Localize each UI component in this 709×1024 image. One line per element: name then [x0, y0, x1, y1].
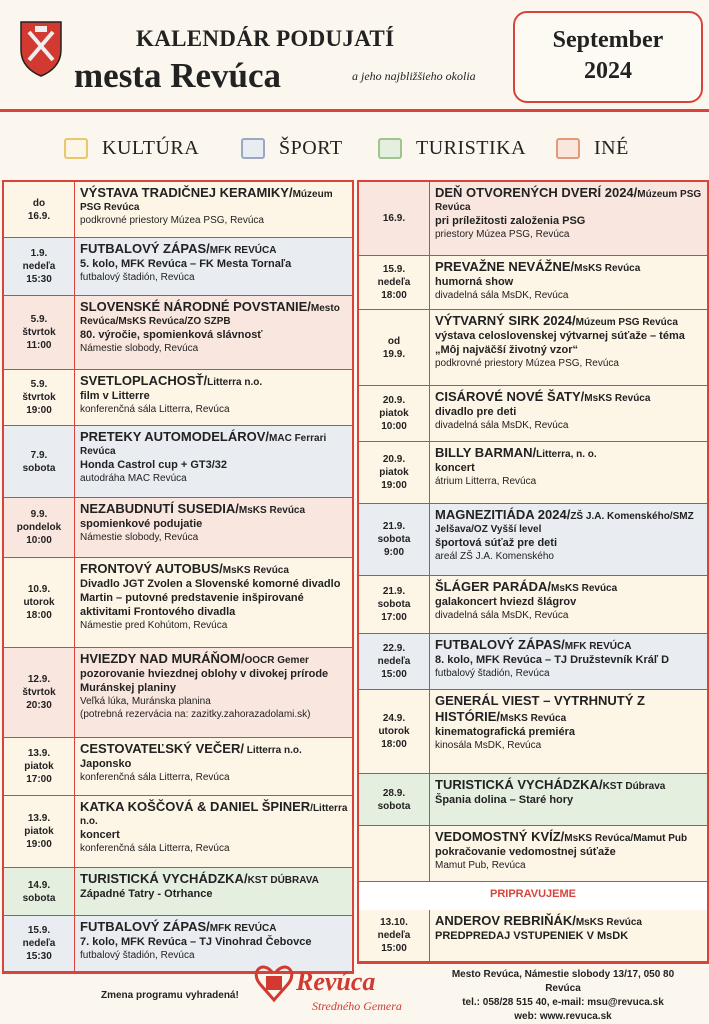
- event-organizer: MFK REVÚCA: [564, 641, 632, 652]
- event-title: GENERÁL VIEST – VYTRHNUTÝ Z HISTÓRIE/: [435, 693, 645, 724]
- ine-swatch: [556, 138, 580, 159]
- event-date: 9.9. pondelok 10:00: [4, 498, 75, 557]
- event-row: [4, 648, 352, 738]
- event-title: FUTBALOVÝ ZÁPAS/: [435, 637, 565, 652]
- event-row: [359, 386, 707, 442]
- event-row: [4, 426, 352, 498]
- event-content: [80, 919, 348, 962]
- events-column-left: [2, 180, 354, 974]
- event-place: Námestie slobody, Revúca: [80, 343, 199, 354]
- footer-address: Mesto Revúca, Námestie slobody 13/17, 050 80 Revúca: [451, 969, 675, 994]
- event-subtitle: pokračovanie vedomostnej súťaže: [435, 846, 616, 858]
- event-date: 22.9. nedeľa 15:00: [359, 634, 430, 689]
- events-column-right: [357, 180, 709, 964]
- event-date: do 16.9.: [4, 182, 75, 237]
- event-title: CESTOVATEĽSKÝ VEČER/: [80, 741, 244, 756]
- event-organizer: MsKS Revúca: [222, 565, 289, 576]
- event-title: VÝTVARNÝ SIRK 2024/: [435, 313, 576, 328]
- event-subtitle: humorná show: [435, 276, 514, 288]
- event-content: [80, 373, 348, 416]
- event-row: [359, 442, 707, 504]
- revuca-logo: [252, 958, 412, 1018]
- event-title: CISÁROVÉ NOVÉ ŠATY/: [435, 389, 585, 404]
- event-content: [80, 429, 348, 485]
- event-date: 20.9. piatok 19:00: [359, 442, 430, 503]
- legend-sport: [241, 133, 343, 163]
- event-content: [435, 259, 703, 302]
- event-row: [4, 238, 352, 296]
- event-title: BILLY BARMAN/: [435, 445, 537, 460]
- event-title: MAGNEZITIÁDA 2024/: [435, 507, 571, 522]
- event-content: [435, 777, 703, 807]
- event-title: FRONTOVÝ AUTOBUS/: [80, 561, 223, 576]
- event-organizer: KST DÚBRAVA: [247, 875, 319, 886]
- divider: [0, 109, 709, 112]
- event-subtitle: koncert: [435, 462, 475, 474]
- event-subtitle: pri príležitosti založenia PSG: [435, 215, 586, 227]
- event-subtitle: Japonsko: [80, 758, 132, 770]
- event-content: [435, 185, 703, 241]
- event-date: 20.9. piatok 10:00: [359, 386, 430, 441]
- footer-contact: [433, 968, 693, 1024]
- event-title: FUTBALOVÝ ZÁPAS/: [80, 241, 210, 256]
- event-organizer: MFK REVÚCA: [209, 923, 277, 934]
- event-content: [435, 829, 703, 872]
- event-row: [359, 310, 707, 386]
- event-title: NEZABUDNUTÍ SUSEDIA/: [80, 501, 239, 516]
- event-date: 13.10. nedeľa 15:00: [359, 910, 430, 961]
- event-row: [359, 690, 707, 774]
- event-place: konferenčná sála Litterra, Revúca: [80, 772, 230, 783]
- event-date: 5.9. štvrtok 11:00: [4, 296, 75, 369]
- event-date: 24.9. utorok 18:00: [359, 690, 430, 773]
- event-title: TURISTICKÁ VYCHÁDZKA/: [435, 777, 603, 792]
- sport-swatch: [241, 138, 265, 159]
- logo-sub-text: Stredného Gemera: [312, 999, 402, 1013]
- event-organizer: MsKS Revúca: [500, 713, 567, 724]
- legend-label: ŠPORT: [279, 136, 343, 159]
- event-organizer: MsKS Revúca: [584, 393, 651, 404]
- event-row: [4, 498, 352, 558]
- event-row: [4, 796, 352, 868]
- logo-main-text: Revúca: [296, 967, 376, 996]
- event-place: divadelná sála MsDK, Revúca: [435, 420, 569, 431]
- event-date: 1.9. nedeľa 15:30: [4, 238, 75, 295]
- event-place: divadelná sála MsDK, Revúca: [435, 610, 569, 621]
- event-place: kinosála MsDK, Revúca: [435, 740, 542, 751]
- event-organizer: MsKS Revúca: [574, 263, 641, 274]
- event-subtitle: PREDPREDAJ VSTUPENIEK V MsDK: [435, 930, 629, 942]
- event-date: 15.9. nedeľa 15:30: [4, 916, 75, 971]
- event-place: divadelná sála MsDK, Revúca: [435, 290, 569, 301]
- event-row: [359, 826, 707, 882]
- event-title: SVETLOPLACHOSŤ/: [80, 373, 208, 388]
- event-organizer: Litterra n.o.: [207, 377, 263, 388]
- event-content: [435, 445, 703, 488]
- event-row: [4, 738, 352, 796]
- event-place: átrium Litterra, Revúca: [435, 476, 537, 487]
- event-content: [80, 299, 348, 355]
- event-title: ŠLÁGER PARÁDA/: [435, 579, 552, 594]
- footer-note: Zmena programu vyhradená!: [101, 990, 239, 1001]
- event-subtitle: divadlo pre deti: [435, 406, 517, 418]
- event-title: KATKA KOŠČOVÁ & DANIEL ŠPINER: [80, 799, 311, 814]
- event-subtitle: galakoncert hviezd šlágrov: [435, 596, 577, 608]
- event-organizer: MAC Ferrari Revúca: [80, 433, 327, 457]
- event-row: [359, 256, 707, 310]
- event-organizer: MsKS Revúca: [238, 505, 306, 516]
- event-place: priestory Múzea PSG, Revúca: [435, 229, 570, 240]
- event-subtitle: Západné Tatry - Otrhance: [80, 888, 213, 900]
- footer-phone-email: tel.: 058/28 515 40, e-mail: msu@revuca.sk: [462, 997, 664, 1008]
- event-place: futbalový štadión, Revúca: [80, 272, 195, 283]
- event-content: [80, 871, 348, 901]
- event-subtitle: Špania dolina – Staré hory: [435, 794, 574, 806]
- event-subtitle: 8. kolo, MFK Revúca – TJ Družstevník Kráľ D: [435, 654, 670, 666]
- event-subtitle: pozorovanie hviezdnej oblohy v divokej prírode Muránskej planiny: [80, 668, 329, 694]
- event-row: [4, 370, 352, 426]
- event-row: [4, 296, 352, 370]
- event-title: TURISTICKÁ VYCHÁDZKA/: [80, 871, 248, 886]
- event-place: autodráha MAC Revúca: [80, 473, 187, 484]
- event-place: Námestie pred Kohútom, Revúca: [80, 620, 228, 631]
- event-organizer: MsKS Revúca: [551, 583, 618, 594]
- event-row: [359, 576, 707, 634]
- legend-label: TURISTIKA: [416, 136, 527, 159]
- event-place: konferenčná sála Litterra, Revúca: [80, 843, 230, 854]
- event-subtitle: 5. kolo, MFK Revúca – FK Mesta Tornaľa: [80, 258, 292, 270]
- year-label: 2024: [584, 58, 632, 84]
- event-content: [80, 241, 348, 284]
- event-date: 13.9. piatok 19:00: [4, 796, 75, 867]
- event-date: 16.9.: [359, 182, 430, 255]
- event-content: [435, 389, 703, 432]
- event-content: [80, 561, 348, 632]
- event-date: 21.9. sobota 9:00: [359, 504, 430, 575]
- event-subtitle: Honda Castrol cup + GT3/32: [80, 459, 228, 471]
- event-subtitle: kinematografická premiéra: [435, 726, 576, 738]
- event-date: 12.9. štvrtok 20:30: [4, 648, 75, 737]
- event-organizer: Litterra, n. o.: [536, 449, 597, 460]
- legend-ine: [556, 133, 629, 163]
- event-row: [359, 910, 707, 962]
- event-row: [359, 774, 707, 826]
- event-date: 7.9. sobota: [4, 426, 75, 497]
- event-date: 13.9. piatok 17:00: [4, 738, 75, 795]
- event-organizer: MsKS Revúca/Mamut Pub: [564, 833, 688, 844]
- event-row: [4, 558, 352, 648]
- event-organizer: Múzeum PSG Revúca: [435, 189, 702, 213]
- event-date: 21.9. sobota 17:00: [359, 576, 430, 633]
- event-place: futbalový štadión, Revúca: [80, 950, 195, 961]
- preparing-label: PRIPRAVUJEME: [490, 888, 576, 900]
- event-subtitle: spomienkové podujatie: [80, 518, 203, 530]
- event-row: [4, 182, 352, 238]
- event-organizer: OOCR Gemer: [244, 655, 309, 666]
- legend-label: KULTÚRA: [102, 136, 200, 159]
- kultura-swatch: [64, 138, 88, 159]
- coat-of-arms-icon: [17, 16, 65, 78]
- event-date: 5.9. štvrtok 19:00: [4, 370, 75, 425]
- event-title: VEDOMOSTNÝ KVÍZ/: [435, 829, 565, 844]
- event-row: [359, 634, 707, 690]
- legend-label: INÉ: [594, 136, 629, 159]
- header: [0, 0, 709, 112]
- turistika-swatch: [378, 138, 402, 159]
- event-content: [80, 501, 348, 544]
- event-organizer: Múzeum PSG Revúca: [80, 189, 333, 213]
- event-subtitle: Divadlo JGT Zvolen a Slovenské komorné divadlo Martin – putovné predstavenie inšpirované aktivitami Frontového divadla: [80, 578, 341, 618]
- event-content: [80, 651, 348, 721]
- event-content: [80, 741, 348, 784]
- event-date: od 19.9.: [359, 310, 430, 385]
- event-content: [80, 799, 348, 855]
- event-organizer: KST Dúbrava: [602, 781, 666, 792]
- event-row: [359, 182, 707, 256]
- event-content: [435, 507, 703, 563]
- event-subtitle: koncert: [80, 829, 120, 841]
- event-place: Mamut Pub, Revúca: [435, 860, 526, 871]
- event-organizer: Mesto Revúca/MsKS Revúca/ZO SZPB: [80, 303, 340, 327]
- event-content: [435, 579, 703, 622]
- event-title: PRETEKY AUTOMODELÁROV/: [80, 429, 270, 444]
- event-title: PREVAŽNE NEVÁŽNE/: [435, 259, 575, 274]
- event-row: [4, 868, 352, 916]
- event-title: FUTBALOVÝ ZÁPAS/: [80, 919, 210, 934]
- event-subtitle: film v Litterre: [80, 390, 150, 402]
- event-content: [435, 693, 703, 752]
- event-organizer: Múzeum PSG Revúca: [575, 317, 678, 328]
- event-organizer: MsKS Revúca: [575, 917, 642, 928]
- event-organizer: ZŠ J.A. Komenského/SMZ Jelšava/OZ Vyšší level: [435, 511, 694, 535]
- event-content: [435, 913, 703, 943]
- page-subtitle: a jeho najbližšieho okolia: [352, 69, 476, 83]
- event-title: VÝSTAVA TRADIČNEJ KERAMIKY/: [80, 185, 293, 200]
- event-subtitle: športová súťaž pre deti: [435, 537, 558, 549]
- event-row: [359, 504, 707, 576]
- event-date: 10.9. utorok 18:00: [4, 558, 75, 647]
- event-organizer: MFK REVÚCA: [209, 245, 277, 256]
- event-place: podkrovné priestory Múzea PSG, Revúca: [435, 358, 619, 369]
- event-subtitle: výstava celoslovenskej výtvarnej súťaže – téma „Môj najväčší životný vzor“: [435, 330, 685, 356]
- event-place: futbalový štadión, Revúca: [435, 668, 550, 679]
- event-date: 15.9. nedeľa 18:00: [359, 256, 430, 309]
- event-title: DEŇ OTVORENÝCH DVERÍ 2024/: [435, 185, 638, 200]
- page-title: KALENDÁR PODUJATÍ: [136, 26, 395, 51]
- event-date: 14.9. sobota: [4, 868, 75, 915]
- event-subtitle: 7. kolo, MFK Revúca – TJ Vinohrad Čebovce: [80, 936, 312, 948]
- month-label: September: [552, 27, 664, 53]
- event-place: areál ZŠ J.A. Komenského: [435, 551, 554, 562]
- event-content: [435, 637, 703, 680]
- event-date: 28.9. sobota: [359, 774, 430, 825]
- event-organizer: Litterra n.o.: [243, 745, 302, 756]
- footer-web[interactable]: web: www.revuca.sk: [514, 1011, 612, 1022]
- event-title: SLOVENSKÉ NÁRODNÉ POVSTANIE/: [80, 299, 311, 314]
- event-subtitle: 80. výročie, spomienková slávnosť: [80, 329, 263, 341]
- page-title-city: mesta Revúca: [74, 56, 282, 95]
- month-box: [513, 11, 703, 103]
- legend-kultura: [64, 133, 199, 163]
- event-title: ANDEROV REBRIŇÁK/: [435, 913, 576, 928]
- event-place: podkrovné priestory Múzea PSG, Revúca: [80, 215, 264, 226]
- event-place: Veľká lúka, Muránska planina (potrebná rezervácia na: zazitky.zahorazadolami.sk): [80, 696, 311, 720]
- event-content: [80, 185, 348, 227]
- event-place: konferenčná sála Litterra, Revúca: [80, 404, 230, 415]
- event-place: Námestie slobody, Revúca: [80, 532, 199, 543]
- event-content: [435, 313, 703, 370]
- event-title: HVIEZDY NAD MURÁŇOM/: [80, 651, 245, 666]
- legend-turistika: [378, 133, 526, 163]
- event-organizer: /Litterra n.o.: [80, 803, 348, 827]
- event-date: [359, 826, 430, 881]
